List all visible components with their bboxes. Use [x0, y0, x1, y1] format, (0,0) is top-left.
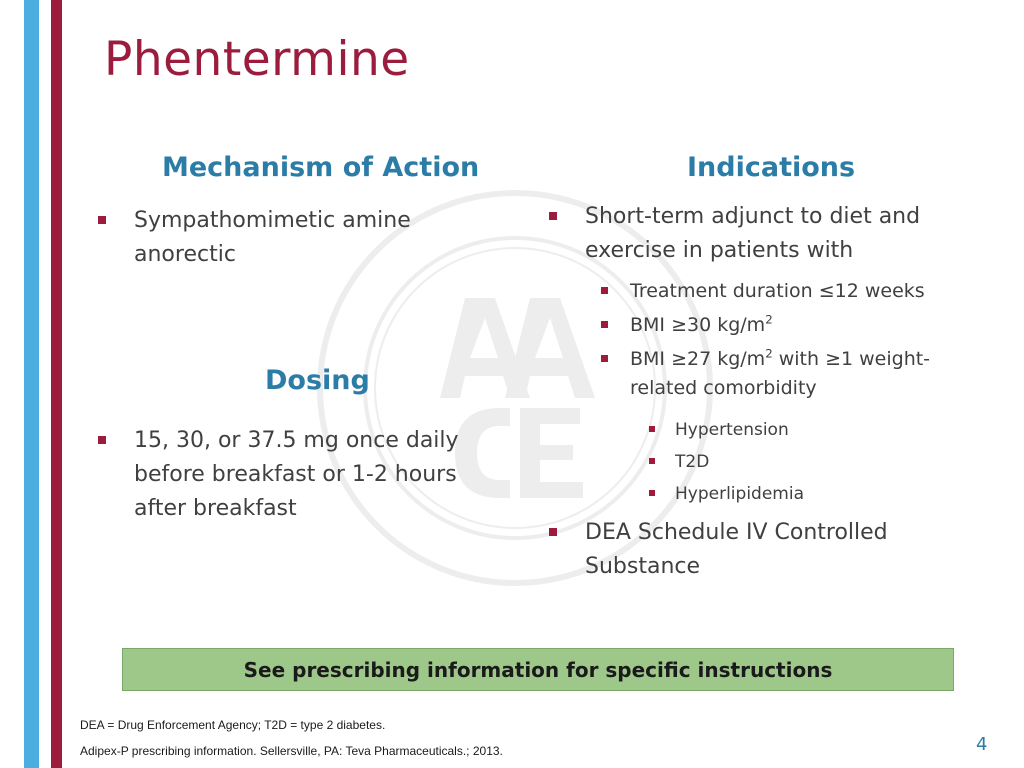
- bullet-square-icon: [649, 490, 655, 496]
- left-accent-bar-red: [51, 0, 62, 768]
- prescribing-callout: See prescribing information for specific instructions: [122, 648, 954, 691]
- indications-list: [585, 200, 965, 268]
- indications-heading: Indications: [687, 152, 856, 183]
- mechanism-list: [134, 204, 454, 272]
- bmi-comorbidity-text: with ≥1 weight-related comorbidity: [630, 348, 931, 399]
- bmi-text: BMI ≥27 kg/m: [630, 348, 766, 370]
- list-item: [675, 417, 975, 443]
- schedule-text: DEA Schedule IV Controlled Substance: [585, 520, 888, 579]
- comorbidity-text: Hypertension: [675, 420, 789, 440]
- list-item: [630, 277, 970, 306]
- list-item: [134, 204, 454, 272]
- comorbidity-text: T2D: [675, 452, 710, 472]
- indication-main-text: Short-term adjunct to diet and exercise in patients with: [585, 204, 921, 263]
- indication-sub-text: Treatment duration ≤12 weeks: [630, 280, 925, 302]
- schedule-list: [585, 516, 965, 584]
- list-item: [134, 424, 494, 526]
- dosing-heading: Dosing: [265, 365, 370, 396]
- mechanism-item-text: Sympathomimetic amine anorectic: [134, 208, 411, 267]
- superscript: 2: [765, 346, 773, 361]
- dosing-list: [134, 424, 494, 526]
- list-item: [630, 345, 970, 403]
- list-item: [675, 449, 975, 475]
- page-number: 4: [976, 734, 988, 755]
- list-item: [585, 516, 965, 584]
- indication-sub-text: [630, 348, 930, 399]
- dosing-item-text: 15, 30, or 37.5 mg once daily before breakfast or 1-2 hours after breakfast: [134, 428, 459, 521]
- comorbidity-list: [675, 417, 975, 507]
- comorbidity-text: Hyperlipidemia: [675, 484, 804, 504]
- footnote-abbreviations: DEA = Drug Enforcement Agency; T2D = type 2 diabetes.: [80, 718, 386, 732]
- bullet-square-icon: [601, 355, 608, 362]
- bmi-text: BMI ≥30 kg/m: [630, 314, 766, 336]
- bullet-square-icon: [98, 216, 106, 224]
- indications-sublist: [630, 277, 970, 403]
- mechanism-heading: Mechanism of Action: [162, 152, 480, 183]
- list-item: [630, 311, 970, 340]
- indication-sub-text: [630, 314, 773, 336]
- bullet-square-icon: [549, 212, 557, 220]
- bullet-square-icon: [98, 436, 106, 444]
- slide-title: Phentermine: [104, 32, 410, 87]
- footnote-reference: Adipex-P prescribing information. Sellersville, PA: Teva Pharmaceuticals.; 2013.: [80, 744, 503, 758]
- bullet-square-icon: [601, 287, 608, 294]
- bullet-square-icon: [649, 458, 655, 464]
- bullet-square-icon: [549, 528, 557, 536]
- list-item: [675, 481, 975, 507]
- superscript: 2: [765, 312, 773, 327]
- list-item: [585, 200, 965, 268]
- bullet-square-icon: [649, 426, 655, 432]
- left-accent-bar-blue: [24, 0, 39, 768]
- bullet-square-icon: [601, 321, 608, 328]
